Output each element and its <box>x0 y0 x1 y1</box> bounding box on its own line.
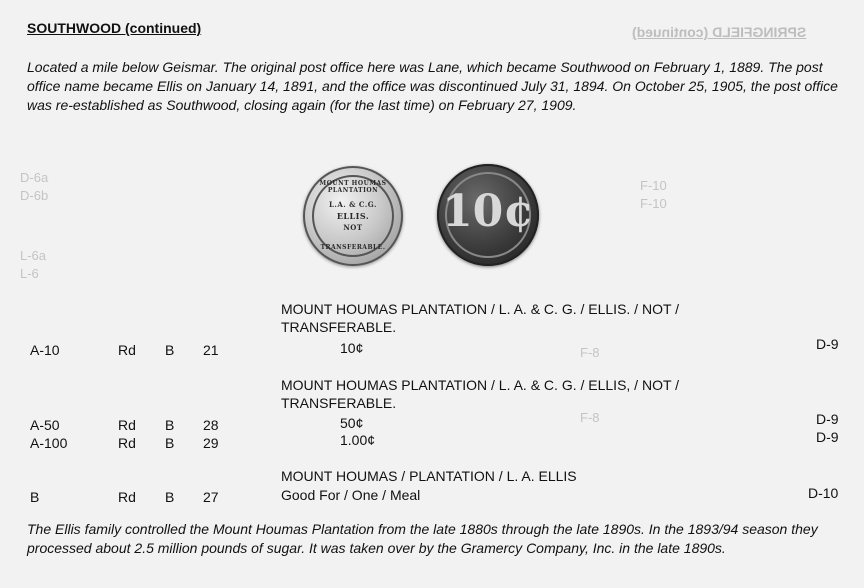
section-heading: SOUTHWOOD (continued) <box>27 20 202 36</box>
size-mm: 29 <box>203 435 219 451</box>
token-obverse-line: TRANSFERABLE. <box>320 244 386 251</box>
metal: B <box>165 342 175 358</box>
metal: B <box>165 435 175 451</box>
token-value: 1.00¢ <box>340 432 376 448</box>
description-line: TRANSFERABLE. <box>281 395 397 411</box>
catalog-id: A-10 <box>30 342 60 358</box>
rarity: D-9 <box>816 336 839 352</box>
token-obverse-line: ELLIS. <box>336 211 370 221</box>
size-mm: 21 <box>203 342 219 358</box>
token-obverse-line: L.A. & C.G. <box>329 200 377 209</box>
token-value: Good For / One / Meal <box>281 487 421 503</box>
size-mm: 28 <box>203 417 219 433</box>
token-obverse-image <box>303 166 403 266</box>
token-value: 10¢ <box>340 340 364 356</box>
rarity: D-9 <box>816 411 839 427</box>
intro-paragraph: Located a mile below Geismar. The original post office here was Lane, which became Southwood on February 1, 1889. The post office name became Ellis on January 14, 1891, and the office was discontinued July 31, 1894. On October 25, 1905, the post office was re-established as Southwood, closing again (for the last time) on February 27, 1909. <box>27 59 838 113</box>
description-line: TRANSFERABLE. <box>281 319 397 335</box>
history-paragraph: The Ellis family controlled the Mount Houmas Plantation from the late 1880s through the late 1890s. In the 1893/94 season they processed about 2.5 million pounds of sugar. It was taken over by the Gramercy Company, Inc. in the late 1890s. <box>27 521 818 556</box>
token-reverse-image <box>437 164 539 266</box>
entry-description <box>281 376 679 412</box>
shape: Rd <box>118 417 136 433</box>
token-denomination: 10¢ <box>442 186 534 237</box>
shape: Rd <box>118 342 136 358</box>
bleed-through-text: F-10 <box>640 178 667 193</box>
bleed-through-text: L-6 <box>20 266 39 281</box>
bleed-through-text: F-10 <box>640 196 667 211</box>
bleed-through-text: F-8 <box>580 410 600 425</box>
metal: B <box>165 489 175 505</box>
bleed-through-text: L-6a <box>20 248 47 263</box>
entry-description <box>281 467 577 485</box>
rarity: D-10 <box>808 485 839 501</box>
description-line: MOUNT HOUMAS PLANTATION / L. A. & C. G. / ELLIS. / NOT / <box>281 301 680 317</box>
entry-description <box>281 300 679 336</box>
token-value: 50¢ <box>340 415 364 431</box>
rarity: D-9 <box>816 429 839 445</box>
bleed-through-text: F-8 <box>580 345 600 360</box>
size-mm: 27 <box>203 489 219 505</box>
catalog-id: A-50 <box>30 417 60 433</box>
shape: Rd <box>118 489 136 505</box>
token-obverse-line: NOT <box>343 223 363 232</box>
catalog-id: A-100 <box>30 435 68 451</box>
bleed-through-text: D-6b <box>20 188 49 203</box>
description-line: MOUNT HOUMAS PLANTATION / L. A. & C. G. / ELLIS, / NOT / <box>281 377 680 393</box>
bleed-through-title: SPRINGFIELD (continued) <box>632 24 807 40</box>
shape: Rd <box>118 435 136 451</box>
token-obverse-line: MOUNT HOUMAS PLANTATION <box>319 180 387 194</box>
bleed-through-text: D-6a <box>20 170 49 185</box>
catalog-id: B <box>30 489 40 505</box>
description-line: MOUNT HOUMAS / PLANTATION / L. A. ELLIS <box>281 468 577 484</box>
metal: B <box>165 417 175 433</box>
